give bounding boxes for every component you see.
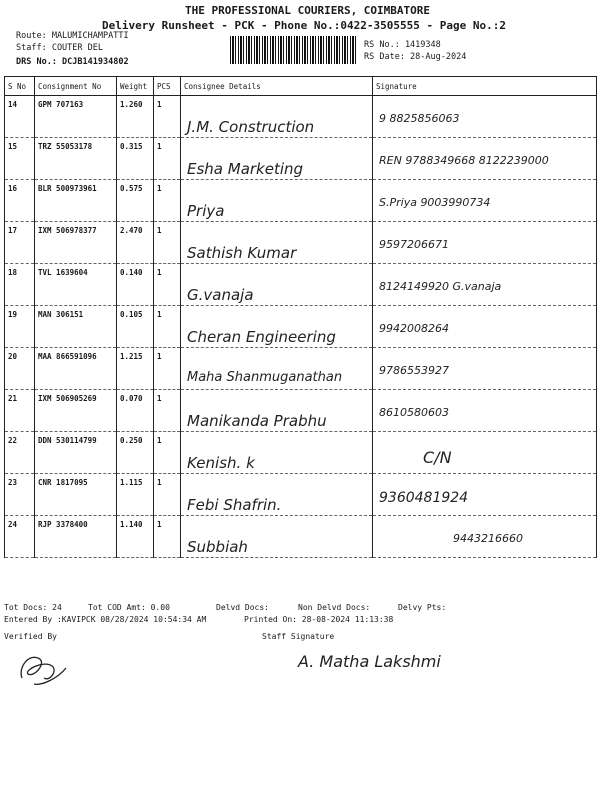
recipient-signature: 9 8825856063 <box>379 112 460 125</box>
col-signature: Signature <box>373 77 597 96</box>
row-signature <box>373 306 597 348</box>
runsheet-subtitle: Delivery Runsheet - PCK - Phone No.:0422-3505555 - Page No.:2 <box>102 19 506 32</box>
table-row <box>5 180 597 222</box>
recipient-signature: S.Priya 9003990734 <box>379 196 491 209</box>
verified-by-label: Verified By <box>4 632 57 641</box>
row-consignment: IXM 506905269 <box>35 390 117 432</box>
row-weight: 1.140 <box>117 516 154 558</box>
row-signature <box>373 432 597 474</box>
recipient-signature: 9360481924 <box>379 490 469 506</box>
row-signature <box>373 516 597 558</box>
row-pcs: 1 <box>154 180 181 222</box>
table-row <box>5 306 597 348</box>
table-header-row <box>5 77 597 96</box>
consignee-name: J.M. Construction <box>187 118 315 136</box>
row-sno: 14 <box>5 96 35 138</box>
row-pcs: 1 <box>154 390 181 432</box>
consignee-name: Sathish Kumar <box>187 244 297 262</box>
row-consignment: CNR 1817095 <box>35 474 117 516</box>
barcode <box>230 36 358 64</box>
consignee-name: Maha Shanmuganathan <box>187 370 343 385</box>
row-signature <box>373 222 597 264</box>
row-signature <box>373 390 597 432</box>
row-sno: 21 <box>5 390 35 432</box>
rs-number: RS No.: 1419348 <box>364 40 441 50</box>
row-signature <box>373 138 597 180</box>
row-consignee <box>181 138 373 180</box>
row-sno: 23 <box>5 474 35 516</box>
rs-date: RS Date: 28-Aug-2024 <box>364 52 467 62</box>
row-consignee <box>181 222 373 264</box>
staff-signature-name: A. Matha Lakshmi <box>298 652 441 671</box>
row-weight: 0.575 <box>117 180 154 222</box>
row-weight: 1.260 <box>117 96 154 138</box>
consignee-name: Febi Shafrin. <box>187 496 282 514</box>
row-consignment: BLR 500973961 <box>35 180 117 222</box>
row-sno: 17 <box>5 222 35 264</box>
row-consignment: TVL 1639604 <box>35 264 117 306</box>
row-weight: 0.250 <box>117 432 154 474</box>
table-row <box>5 348 597 390</box>
row-consignment: GPM 707163 <box>35 96 117 138</box>
row-sno: 24 <box>5 516 35 558</box>
row-consignee <box>181 516 373 558</box>
row-consignee <box>181 180 373 222</box>
route-label: Route: MALUMICHAMPATTI <box>16 31 129 41</box>
row-signature <box>373 348 597 390</box>
row-pcs: 1 <box>154 138 181 180</box>
table-row <box>5 96 597 138</box>
row-consignee <box>181 390 373 432</box>
row-consignment: TRZ 55053178 <box>35 138 117 180</box>
row-sno: 19 <box>5 306 35 348</box>
row-consignment: DDN 530114799 <box>35 432 117 474</box>
row-pcs: 1 <box>154 516 181 558</box>
row-weight: 1.115 <box>117 474 154 516</box>
col-sno: S No <box>5 77 35 96</box>
row-signature <box>373 474 597 516</box>
row-consignment: IXM 506978377 <box>35 222 117 264</box>
col-pcs: PCS <box>154 77 181 96</box>
row-pcs: 1 <box>154 96 181 138</box>
verifier-signature-icon <box>14 648 72 690</box>
delivery-points: Delvy Pts: <box>398 603 447 612</box>
row-consignment: RJP 3378400 <box>35 516 117 558</box>
row-consignee <box>181 432 373 474</box>
row-sno: 20 <box>5 348 35 390</box>
recipient-signature: REN 9788349668 8122239000 <box>379 154 549 167</box>
row-signature <box>373 264 597 306</box>
consignee-name: G.vanaja <box>187 286 254 304</box>
total-docs: Tot Docs: 24 <box>4 603 62 612</box>
printed-on: Printed On: 28-08-2024 11:13:38 <box>244 615 394 624</box>
company-title: THE PROFESSIONAL COURIERS, COIMBATORE <box>185 4 431 17</box>
recipient-signature: C/N <box>423 448 452 467</box>
table-row <box>5 390 597 432</box>
row-consignment: MAN 306151 <box>35 306 117 348</box>
row-consignee <box>181 474 373 516</box>
recipient-signature: 8124149920 G.vanaja <box>379 280 502 293</box>
recipient-signature: 8610580603 <box>379 406 449 419</box>
row-consignee <box>181 96 373 138</box>
consignee-name: Priya <box>187 202 225 220</box>
row-consignment: MAA 866591096 <box>35 348 117 390</box>
runsheet-table <box>4 76 597 558</box>
consignee-name: Cheran Engineering <box>187 328 336 346</box>
row-weight: 2.470 <box>117 222 154 264</box>
col-consignee: Consignee Details <box>181 77 373 96</box>
staff-signature-label: Staff Signature <box>262 632 335 641</box>
table-row <box>5 432 597 474</box>
consignee-name: Esha Marketing <box>187 160 304 178</box>
row-pcs: 1 <box>154 264 181 306</box>
row-weight: 0.315 <box>117 138 154 180</box>
row-pcs: 1 <box>154 222 181 264</box>
delivered-docs: Delvd Docs: <box>216 603 269 612</box>
table-row <box>5 138 597 180</box>
row-sno: 15 <box>5 138 35 180</box>
col-consignment: Consignment No <box>35 77 117 96</box>
row-signature <box>373 96 597 138</box>
row-consignee <box>181 306 373 348</box>
recipient-signature: 9942008264 <box>379 322 449 335</box>
row-pcs: 1 <box>154 306 181 348</box>
row-pcs: 1 <box>154 432 181 474</box>
table-row <box>5 516 597 558</box>
non-delivered-docs: Non Delvd Docs: <box>298 603 371 612</box>
consignee-name: Kenish. k <box>187 454 255 472</box>
col-weight: Weight <box>117 77 154 96</box>
row-weight: 1.215 <box>117 348 154 390</box>
row-weight: 0.140 <box>117 264 154 306</box>
row-signature <box>373 180 597 222</box>
row-weight: 0.070 <box>117 390 154 432</box>
row-pcs: 1 <box>154 474 181 516</box>
recipient-signature: 9597206671 <box>379 238 449 251</box>
table-row <box>5 264 597 306</box>
row-pcs: 1 <box>154 348 181 390</box>
consignee-name: Manikanda Prabhu <box>187 412 327 430</box>
total-cod-amount: Tot COD Amt: 0.00 <box>88 603 170 612</box>
recipient-signature: 9786553927 <box>379 364 449 377</box>
entered-by: Entered By :KAVIPCK 08/28/2024 10:54:34 AM <box>4 615 207 624</box>
recipient-signature: 9443216660 <box>453 532 523 545</box>
table-row <box>5 474 597 516</box>
drs-number: DRS No.: DCJB141934802 <box>16 57 129 67</box>
row-consignee <box>181 264 373 306</box>
table-row <box>5 222 597 264</box>
row-sno: 18 <box>5 264 35 306</box>
staff-label: Staff: COUTER DEL <box>16 43 103 53</box>
consignee-name: Subbiah <box>187 538 248 556</box>
row-weight: 0.105 <box>117 306 154 348</box>
row-consignee <box>181 348 373 390</box>
row-sno: 22 <box>5 432 35 474</box>
row-sno: 16 <box>5 180 35 222</box>
